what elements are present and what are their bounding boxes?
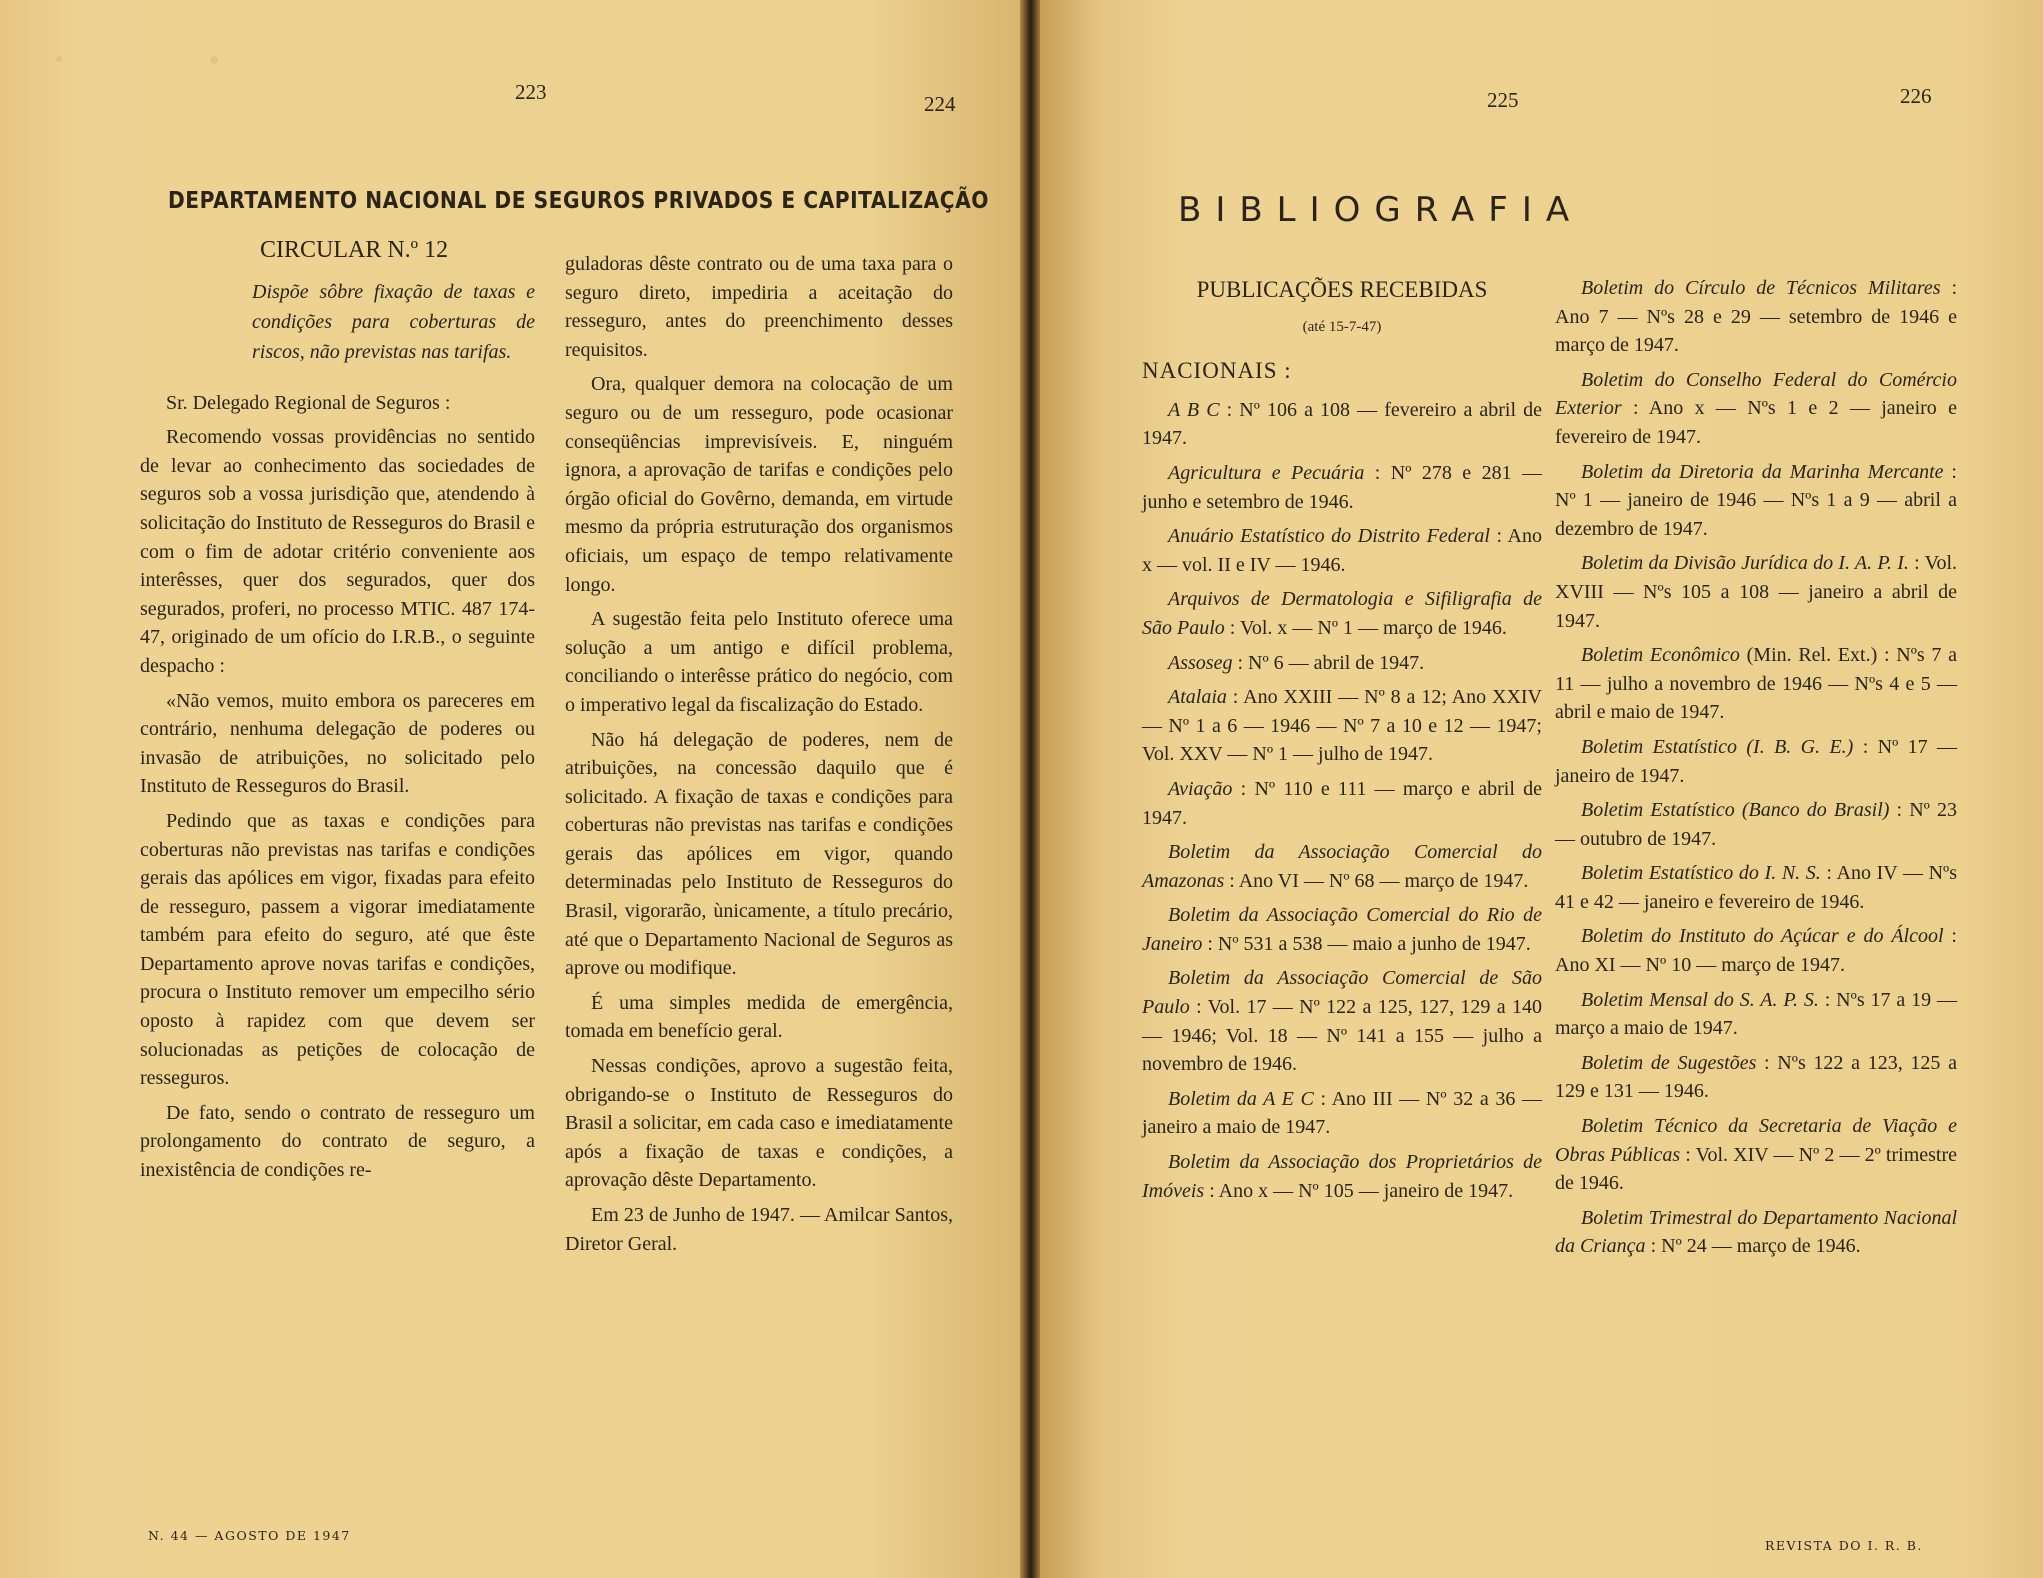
publication-title: Boletim da Associação Comercial de São Paulo [1142, 967, 1542, 1019]
publications-heading: PUBLICAÇÕES RECEBIDAS [1196, 277, 1488, 302]
page-number-225: 225 [1487, 88, 1519, 112]
publication-details: : Ano XI — Nº 10 — março de 1947. [1555, 925, 1957, 977]
left-column-2 [565, 250, 953, 1264]
paragraph: Não há delegação de poderes, nem de atribuições, na concessão daquilo que é solicitado. A fixação de taxas e condições para coberturas não previstas nas tarifas e condições gerais das apólices em vigor, quando determinadas pelo Instituto de Resseguros do Brasil, vigorarão, ùnicamente, a título precário, até que o Departamento Nacional de Seguros as aprove ou modifique. [565, 728, 953, 980]
publication-details: : Ano XXIII — Nº 8 a 12; Ano XXIV — Nº 1 a 6 — 1946 — Nº 7 a 10 e 12 — 1947; Vol. XXV — Nº 1 — julho de 1947. [1142, 686, 1542, 766]
publication-title: Boletim do Instituto do Açúcar e do Álcool [1581, 925, 1944, 948]
page-number-223: 223 [515, 80, 547, 104]
right-page [1040, 0, 2043, 1578]
bibliography-entry [1142, 1085, 1542, 1142]
bibliography-entry [1555, 366, 1957, 452]
publication-details: : Ano 7 — Nºs 28 e 29 — setembro de 1946 e março de 1947. [1555, 277, 1958, 357]
bibliography-list-2 [1555, 274, 1957, 1261]
publication-title: Aviação [1168, 777, 1233, 800]
publication-title: Assoseg [1168, 651, 1233, 674]
publication-details: : Vol. x — Nº 1 — março de 1946. [1224, 616, 1507, 639]
publication-details: : Vol. 17 — Nº 122 a 125, 127, 129 a 140 — 1946; Vol. 18 — Nº 141 a 155 — julho a novembro de 1946. [1142, 996, 1542, 1076]
publication-title: Boletim Técnico da Secretaria de Viação e Obras Públicas [1555, 1115, 1957, 1166]
bibliography-entry [1555, 1112, 1957, 1198]
ink-spot [210, 56, 218, 64]
paragraph: guladoras dêste contrato ou de uma taxa para o seguro direto, impediria a aceitação do resseguro, antes do preenchimento desses requisitos. [565, 253, 953, 361]
circular-summary: Dispõe sôbre fixação de taxas e condições para coberturas de riscos, não previstas nas tarifas. [252, 280, 535, 363]
publication-details: : Nºs 17 a 19 — março a maio de 1947. [1555, 988, 1957, 1040]
bibliography-entry [1142, 649, 1542, 678]
department-header: DEPARTAMENTO NACIONAL DE SEGUROS PRIVADOS E CAPITALIZAÇÃO [168, 186, 990, 214]
ink-spot [56, 56, 62, 62]
paragraph: De fato, sendo o contrato de resseguro um prolongamento do contrato de seguro, a inexistência de condições re- [140, 1101, 535, 1182]
publication-title: Boletim da Associação Comercial do Rio de Janeiro [1142, 904, 1542, 955]
publication-details: : Nº 531 a 538 — maio a junho de 1947. [1202, 932, 1531, 955]
publication-title: Boletim da Diretoria da Marinha Mercante [1581, 460, 1944, 483]
paragraph: Recomendo vossas providências no sentido de levar ao conhecimento das sociedades de seguros sob a vossa jurisdição que, atendendo à solicitação do Instituto de Resseguros do Brasil e com o fim de adotar critério conveniente aos interêsses, quer dos segurados, quer dos segurados, proferi, no processo MTIC. 487 174-47, originado de um ofício do I.R.B., o seguinte despacho : [140, 426, 535, 677]
bibliography-entry [1555, 859, 1957, 916]
circular-heading: CIRCULAR N.º 12 [260, 237, 449, 263]
bibliography-entry [1555, 458, 1957, 544]
publication-title: Atalaia [1168, 686, 1227, 709]
bibliography-entry [1555, 922, 1957, 979]
page-number-224: 224 [924, 92, 956, 116]
publication-title: Boletim do Conselho Federal do Comércio Exterior [1555, 368, 1957, 420]
publication-details: : Ano III — Nº 32 a 36 — janeiro a maio de 1947. [1142, 1087, 1542, 1139]
left-column-1 [140, 236, 535, 1191]
publication-title: Boletim Econômico [1581, 644, 1740, 667]
publication-details: (Min. Rel. Ext.) : Nºs 7 a 11 — julho a novembro de 1946 — Nºs 4 e 5 — abril e maio de 1947. [1555, 644, 1957, 724]
bibliography-entry [1555, 274, 1957, 360]
publication-details: : Nº 110 e 111 — março e abril de 1947. [1142, 777, 1542, 829]
right-column-1 [1142, 276, 1542, 1211]
publication-details: : Nº 6 — abril de 1947. [1232, 651, 1425, 674]
publication-details: : Ano x — Nº 105 — janeiro de 1947. [1204, 1179, 1514, 1202]
paragraph: «Não vemos, muito embora os pareceres em contrário, nenhuma delegação de poderes ou invasão de atribuições, no solicitado pelo Instituto de Resseguros do Brasil. [140, 689, 535, 798]
publication-title: Boletim Estatístico do I. N. S. [1581, 862, 1821, 885]
bibliography-entry [1142, 585, 1542, 642]
left-page [0, 0, 1020, 1578]
publication-details: : Vol. XVIII — Nºs 105 a 108 — janeiro a abril de 1947. [1555, 552, 1958, 632]
publication-details: : Nºs 122 a 123, 125 a 129 e 131 — 1946. [1555, 1051, 1957, 1103]
paragraph: É uma simples medida de emergência, tomada em benefício geral. [565, 991, 953, 1043]
publication-title: Arquivos de Dermatologia e Sifiligrafia de São Paulo [1142, 588, 1542, 639]
publication-title: Boletim da Associação dos Proprietários de Imóveis [1142, 1151, 1542, 1202]
publication-details: : Nº 23 — outubro de 1947. [1555, 799, 1957, 850]
bibliography-entry [1142, 683, 1542, 769]
bibliography-entry [1555, 1049, 1957, 1106]
publication-details: : Ano x — Nºs 1 e 2 — janeiro e fevereiro de 1947. [1555, 397, 1957, 448]
bibliography-entry [1555, 641, 1957, 727]
bibliography-entry [1555, 986, 1957, 1043]
publication-title: Boletim Estatístico (I. B. G. E.) [1581, 735, 1854, 758]
bibliography-entry [1142, 964, 1542, 1078]
publication-title: Anuário Estatístico do Distrito Federal [1168, 525, 1490, 548]
bibliography-entry [1555, 549, 1957, 635]
right-footer: REVISTA DO I. R. B. [1765, 1538, 1923, 1553]
publication-details: : Ano x — vol. II e IV — 1946. [1142, 525, 1543, 576]
bibliography-list-1 [1142, 396, 1542, 1205]
paragraph: A sugestão feita pelo Instituto oferece uma solução a um antigo e difícil problema, conciliando o interêsse prático do negócio, com o imperativo legal da fiscalização do Estado. [565, 608, 953, 716]
publication-details: : Nº 1 — janeiro de 1946 — Nºs 1 a 9 — abril a dezembro de 1947. [1555, 460, 1957, 540]
paragraph: Pedindo que as taxas e condições para coberturas não previstas nas tarifas e condições gerais das apólices em vigor, fixadas para efeito de resseguro, passem a vigorar imediatamente também para efeito do seguro, até que êste Departamento aprove novas tarifas e condições, procura o Instituto remover um empecilho sério oposto à rapidez com que devem ser solucionadas as petições de colocação de resseguros. [140, 809, 535, 1090]
publications-date: (até 15-7-47) [1302, 318, 1382, 335]
publication-details: : Ano VI — Nº 68 — março de 1947. [1224, 869, 1529, 892]
bibliography-entry [1555, 1204, 1957, 1261]
bibliography-entry [1142, 838, 1542, 895]
publication-title: A B C [1168, 398, 1220, 421]
right-column-2 [1555, 274, 1957, 1267]
publication-details: : Nº 24 — março de 1946. [1645, 1235, 1861, 1258]
bibliography-entry [1142, 901, 1542, 958]
signature-line: Em 23 de Junho de 1947. — Amilcar Santos, Diretor Geral. [565, 1204, 953, 1255]
bibliography-entry [1142, 396, 1542, 453]
publication-title: Boletim do Círculo de Técnicos Militares [1581, 277, 1941, 299]
publication-title: Boletim Trimestral do Departamento Nacional da Criança [1555, 1206, 1957, 1258]
publication-details: : Nº 17 — janeiro de 1947. [1555, 735, 1958, 787]
publication-title: Boletim Estatístico (Banco do Brasil) [1581, 799, 1890, 822]
publication-details: : Ano IV — Nºs 41 e 42 — janeiro e fevereiro de 1946. [1555, 862, 1957, 913]
bibliography-entry [1555, 733, 1957, 790]
publication-title: Agricultura e Pecuária [1168, 461, 1365, 484]
paragraph: Sr. Delegado Regional de Seguros : [166, 391, 451, 414]
publication-title: Boletim de Sugestões [1581, 1051, 1757, 1074]
paragraph: Nessas condições, aprovo a sugestão feita, obrigando-se o Instituto de Resseguros do Brasil a solicitar, em cada caso e imediatamente após a fixação de taxas e condições, a aprovação dêste Departamento. [565, 1055, 953, 1192]
publication-title: Boletim da Associação Comercial do Amazonas [1142, 841, 1542, 892]
paragraph: Ora, qualquer demora na colocação de um seguro ou de um resseguro, pode ocasionar conseqüências imprevisíveis. E, ninguém ignora, a aprovação de tarifas e condições pelo órgão oficial do Govêrno, demanda, em virtude mesmo da própria estruturação dos organismos oficiais, um espaço de tempo relativamente longo. [565, 373, 953, 596]
publication-details: : Vol. XIV — Nº 2 — 2º trimestre de 1946. [1555, 1143, 1958, 1195]
publication-title: Boletim da A E C [1168, 1087, 1314, 1110]
nacionais-heading: NACIONAIS : [1142, 358, 1292, 384]
book-gutter [1020, 0, 1040, 1578]
publication-title: Boletim da Divisão Jurídica do I. A. P. I. [1581, 552, 1909, 575]
publication-details: : Nº 278 e 281 — junho e setembro de 1946. [1142, 461, 1542, 513]
section-title: BIBLIOGRAFIA [1178, 190, 1584, 230]
publication-title: Boletim Mensal do S. A. P. S. [1581, 988, 1819, 1011]
publication-details: : Nº 106 a 108 — fevereiro a abril de 1947. [1142, 398, 1542, 450]
bibliography-entry [1142, 522, 1542, 579]
bibliography-entry [1142, 1148, 1542, 1205]
left-footer: N. 44 — AGOSTO DE 1947 [148, 1528, 351, 1543]
bibliography-entry [1142, 775, 1542, 832]
page-number-226: 226 [1900, 84, 1932, 108]
bibliography-entry [1142, 459, 1542, 516]
bibliography-entry [1555, 796, 1957, 853]
